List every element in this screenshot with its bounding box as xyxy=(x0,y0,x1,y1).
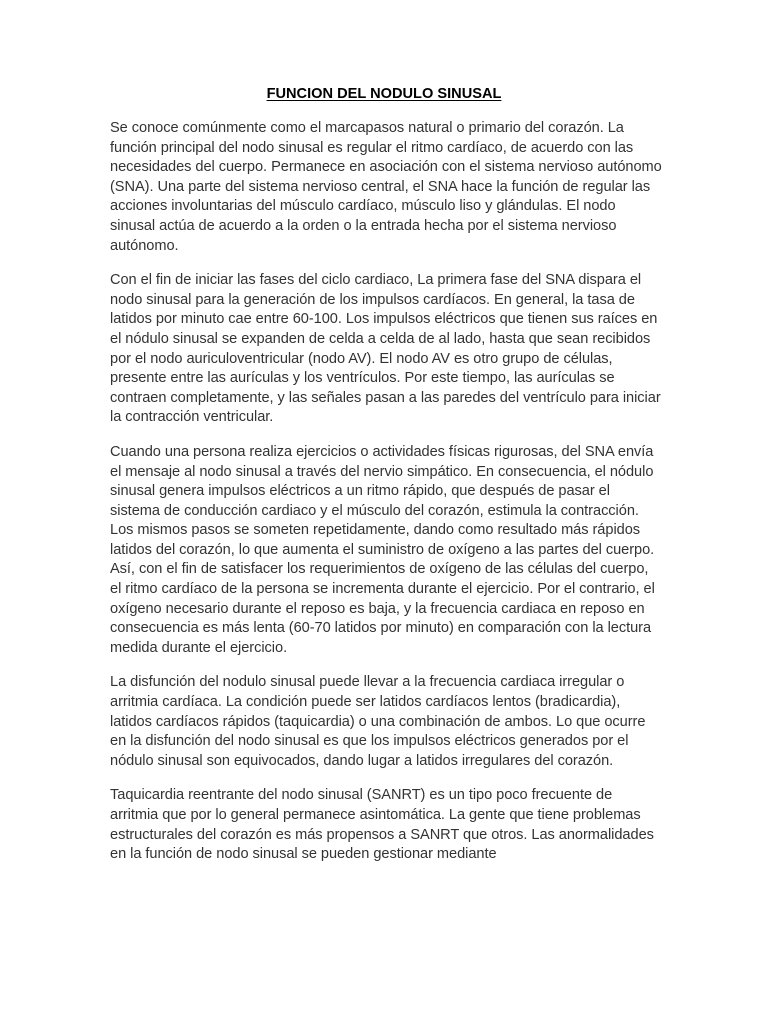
paragraph-3: Cuando una persona realiza ejercicios o actividades físicas rigurosas, del SNA envía el mensaje al nodo sinusal a través del nervio simpático. En consecuencia, el nódulo sinusal genera impulsos eléctricos a un ritmo rápido, que después de pasar el sistema de conducción cardiaco y el músculo del corazón, estimula la contracción. Los mismos pasos se someten repetidamente, dando como resultado más rápidos latidos del corazón, lo que aumenta el suministro de oxígeno a las partes del cuerpo. Así, con el fin de satisfacer los requerimientos de oxígeno de las células del cuerpo, el ritmo cardíaco de la persona se incrementa durante el ejercicio. Por el contrario, el oxígeno necesario durante el reposo es baja, y la frecuencia cardiaca en reposo en consecuencia es más lenta (60-70 latidos por minuto) en comparación con la lectura medida durante el ejercicio. xyxy=(110,443,655,656)
paragraph-1: Se conoce comúnmente como el marcapasos natural o primario del corazón. La función principal del nodo sinusal es regular el ritmo cardíaco, de acuerdo con las necesidades del cuerpo. Permanece en asociación con el sistema nervioso autónomo (SNA). Una parte del sistema nervioso central, el SNA hace la función de regular las acciones involuntarias del músculo cardíaco, músculo liso y glándulas. El nodo sinusal actúa de acuerdo a la orden o la entrada hecha por el sistema nervioso autónomo. xyxy=(110,120,662,254)
paragraph-5: Taquicardia reentrante del nodo sinusal (SANRT) es un tipo poco frecuente de arritmia que por lo general permanece asintomática. La gente que tiene problemas estructurales del corazón es más propensos a SANRT que otros. Las anormalidades en la función de nodo sinusal se pueden gestionar mediante xyxy=(110,787,654,863)
paragraph-2: Con el fin de iniciar las fases del ciclo cardiaco, La primera fase del SNA dispara el nodo sinusal para la generación de los impulsos cardíacos. En general, la tasa de latidos por minuto cae entre 60-100. Los impulsos eléctricos que tienen sus raíces en el nódulo sinusal se expanden de celda a celda de al lado, hasta que sean recibidos por el nodo auriculoventricular (nodo AV). El nodo AV es otro grupo de células, presente entre las aurículas y los ventrículos. Por este tiempo, las aurículas se contraen completamente, y las señales pasan a las paredes del ventrículo para iniciar la contracción ventricular. xyxy=(110,272,661,426)
document-title: FUNCION DEL NODULO SINUSAL xyxy=(266,86,502,102)
document-body xyxy=(110,119,662,880)
paragraph-4: La disfunción del nodulo sinusal puede llevar a la frecuencia cardiaca irregular o arritmia cardíaca. La condición puede ser latidos cardíacos lentos (bradicardia), latidos cardíacos rápidos (taquicardia) o una combinación de ambos. Lo que ocurre en la disfunción del nodo sinusal es que los impulsos eléctricos generados por el nódulo sinusal son equivocados, dando lugar a latidos irregulares del corazón. xyxy=(110,674,646,769)
